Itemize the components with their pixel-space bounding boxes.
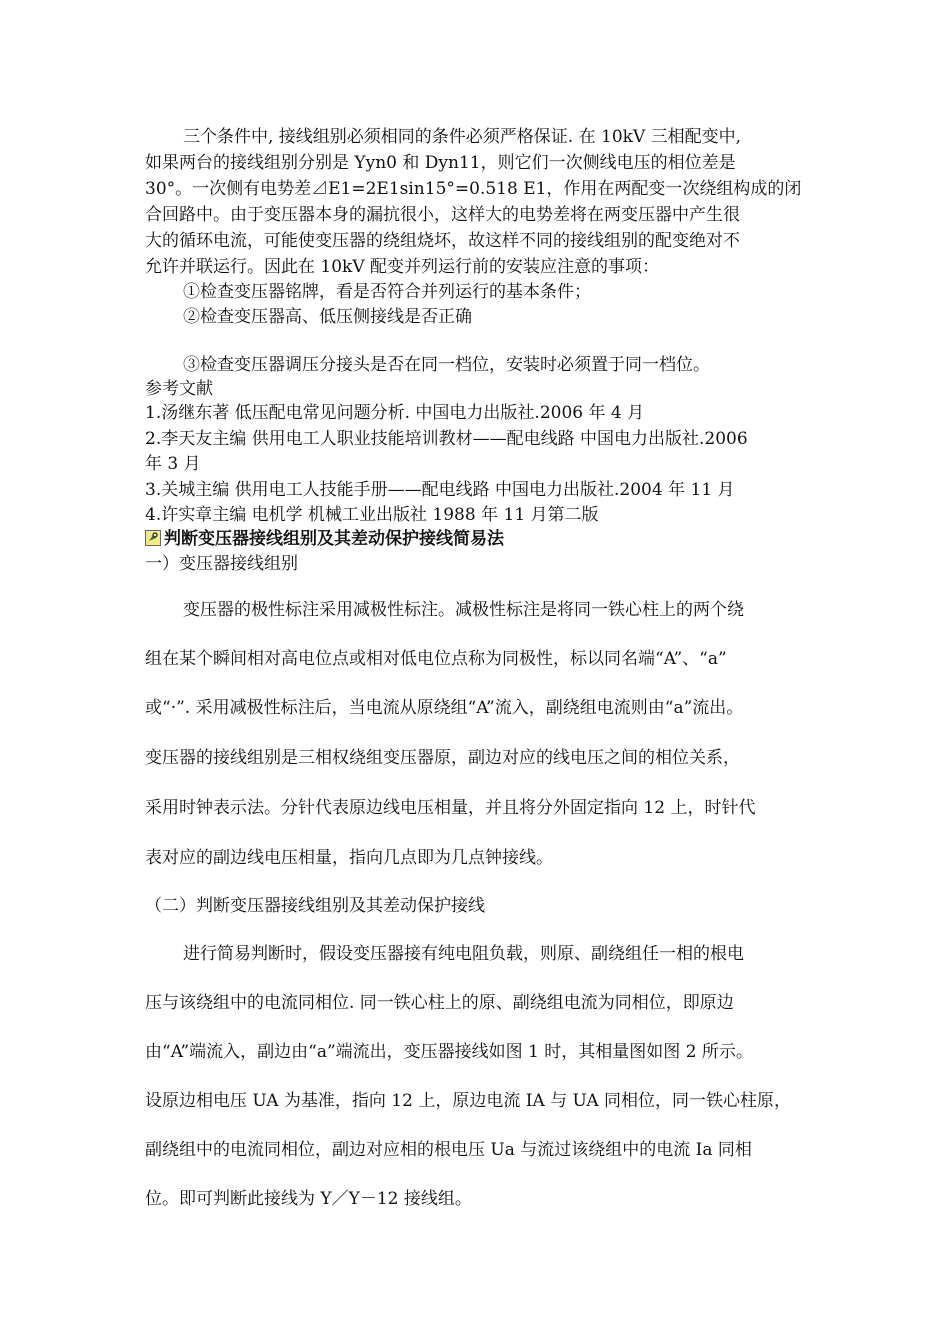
paragraph-line: 三个条件中, 接线组别必须相同的条件必须严格保证. 在 10kV 三相配变中, xyxy=(183,127,742,147)
reference-item: 4.许实章主编 电机学 机械工业出版社 1988 年 11 月第二版 xyxy=(145,505,599,525)
paragraph-line: 采用时钟表示法。分针代表原边线电压相量，并且将分外固定指向 12 上，时针代 xyxy=(145,798,756,818)
reference-item: 年 3 月 xyxy=(145,454,201,474)
reference-item: 2.李天友主编 供用电工人职业技能培训教材——配电线路 中国电力出版社.2006 xyxy=(145,429,748,449)
paragraph-line: 或“·”. 采用减极性标注后，当电流从原绕组“A”流入，副绕组电流则由“a”流出。 xyxy=(145,698,744,718)
paragraph-line: 表对应的副边线电压相量，指向几点即为几点钟接线。 xyxy=(145,848,553,868)
paragraph-line: 副绕组中的电流同相位，副边对应相的根电压 Ua 与流过该绕组中的电流 Ia 同相 xyxy=(145,1140,752,1160)
paragraph-line: 进行简易判断时，假设变压器接有纯电阻负载，则原、副绕组任一相的根电 xyxy=(183,944,744,964)
paragraph-line: 组在某个瞬间相对高电位点或相对低电位点称为同极性，标以同名端“A”、“a” xyxy=(145,649,727,669)
paragraph-line: 允许并联运行。因此在 10kV 配变并列运行前的安装应注意的事项： xyxy=(145,257,660,277)
article-title: 判断变压器接线组别及其差动保护接线简易法 xyxy=(164,529,504,549)
checklist-item: ①检查变压器铭牌，看是否符合并列运行的基本条件； xyxy=(183,282,591,302)
paragraph-line: 压与该绕组中的电流同相位. 同一铁心柱上的原、副绕组电流为同相位，即原边 xyxy=(145,993,734,1013)
paragraph-line: 如果两台的接线组别分别是 Yyn0 和 Dyn11，则它们一次侧线电压的相位差是 xyxy=(145,153,736,173)
paragraph-line: 由“A”端流入，副边由“a”端流出，变压器接线如图 1 时，其相量图如图 2 所示。 xyxy=(145,1042,753,1062)
paragraph-line: 变压器的接线组别是三相权绕组变压器原，副边对应的线电压之间的相位关系， xyxy=(145,748,740,768)
article-title-row xyxy=(145,526,813,552)
section-heading: 一）变压器接线组别 xyxy=(145,554,298,574)
document-link-icon[interactable] xyxy=(145,530,161,546)
paragraph-line: 位。即可判断此接线为 Y／Y－12 接线组。 xyxy=(145,1189,472,1209)
references-heading: 参考文献 xyxy=(145,379,213,399)
checklist-item: ②检查变压器高、低压侧接线是否正确 xyxy=(183,307,472,327)
paragraph-line: 设原边相电压 UA 为基准，指向 12 上，原边电流 IA 与 UA 同相位，同一铁心柱原， xyxy=(145,1091,792,1111)
paragraph-line: 合回路中。由于变压器本身的漏抗很小，这样大的电势差将在两变压器中产生很 xyxy=(145,205,740,225)
reference-item: 3.关城主编 供用电工人技能手册——配电线路 中国电力出版社.2004 年 11 月 xyxy=(145,480,735,500)
paragraph-line: 30°。一次侧有电势差⊿E1=2E1sin15°=0.518 E1，作用在两配变一次绕组构成的闭 xyxy=(145,179,802,199)
reference-item: 1.汤继东著 低压配电常见问题分析. 中国电力出版社.2006 年 4 月 xyxy=(145,403,645,423)
section-heading: （二）判断变压器接线组别及其差动保护接线 xyxy=(145,896,485,916)
paragraph-line: 变压器的极性标注采用减极性标注。减极性标注是将同一铁心柱上的两个绕 xyxy=(183,600,744,620)
paragraph-line: 大的循环电流，可能使变压器的绕组烧坏，故这样不同的接线组别的配变绝对不 xyxy=(145,231,740,251)
checklist-item: ③检查变压器调压分接头是否在同一档位，安装时必须置于同一档位。 xyxy=(183,355,710,375)
